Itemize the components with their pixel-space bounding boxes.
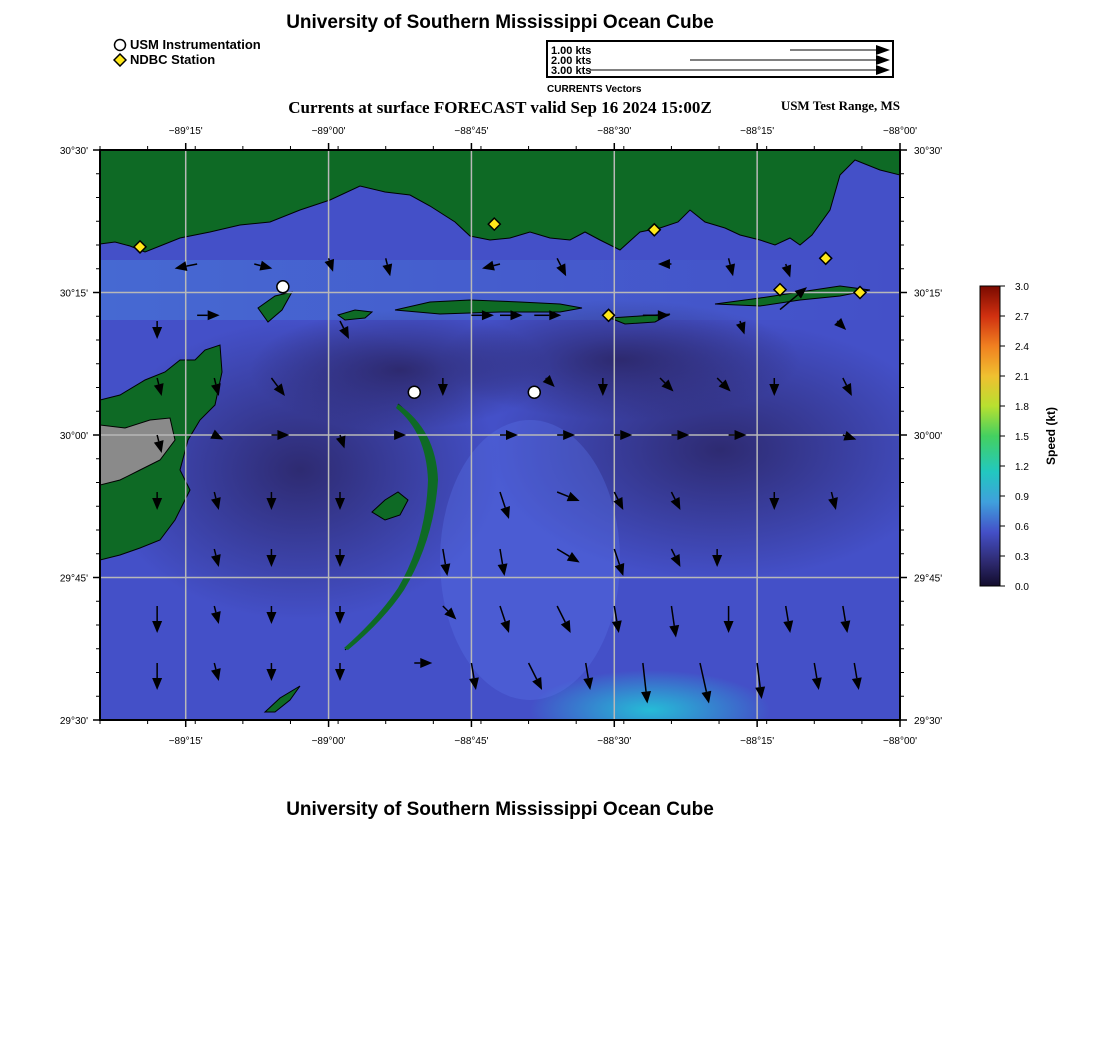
colorbar-ramp	[980, 286, 1000, 586]
current-vector-shaft	[546, 378, 547, 379]
lon-tick-label: −88°00'	[883, 126, 917, 137]
lon-tick-label: −89°15'	[168, 736, 203, 747]
vector-key-label-2: 2.00 kts	[551, 55, 592, 67]
current-vector-shaft	[340, 435, 341, 437]
colorbar-label: Speed (kt)	[1044, 406, 1058, 466]
lat-tick-label: 29°45'	[59, 573, 88, 585]
region-label: USM Test Range, MS	[780, 98, 900, 113]
legend-usm-label: USM Instrumentation	[130, 37, 261, 52]
current-vector-shaft	[740, 321, 741, 323]
speed-colorbar	[980, 282, 1058, 593]
colorbar-tick-label: 2.4	[1015, 342, 1029, 353]
colorbar-tick-label: 1.2	[1015, 462, 1029, 473]
lat-tick-label: 29°30'	[59, 716, 88, 727]
page-title: University of Southern Mississippi Ocean Cube	[286, 12, 714, 33]
current-vector-shaft	[786, 264, 787, 266]
lat-tick-label: 30°30'	[914, 146, 943, 157]
lon-tick-label: −88°30'	[597, 736, 632, 747]
vector-key-caption: CURRENTS Vectors	[547, 84, 642, 95]
lon-tick-label: −88°45'	[454, 126, 489, 137]
lon-tick-label: −88°30'	[597, 126, 632, 137]
usm-instrument-marker[interactable]	[528, 386, 540, 398]
colorbar-tick-label: 3.0	[1015, 282, 1029, 293]
lon-tick-label: −88°15'	[740, 736, 775, 747]
colorbar-tick-label: 1.8	[1015, 402, 1029, 413]
colorbar-tick-label: 0.0	[1015, 582, 1029, 593]
colorbar-tick-label: 2.1	[1015, 372, 1029, 383]
lon-tick-label: −88°15'	[740, 126, 775, 137]
colorbar-tick-label: 1.5	[1015, 432, 1029, 443]
lat-tick-label: 30°15'	[914, 288, 943, 300]
usm-instrument-marker[interactable]	[277, 281, 289, 293]
usm-instrument-marker[interactable]	[408, 386, 420, 398]
map-field	[100, 150, 950, 750]
colorbar-tick-label: 0.3	[1015, 552, 1029, 563]
lon-tick-label: −88°45'	[454, 736, 489, 747]
colorbar-tick-label: 0.9	[1015, 492, 1029, 503]
lon-tick-label: −89°00'	[311, 126, 346, 137]
lat-tick-label: 30°15'	[59, 288, 88, 300]
lon-tick-label: −89°00'	[311, 736, 346, 747]
colorbar-tick-label: 2.7	[1015, 312, 1029, 323]
lat-tick-label: 30°00'	[914, 431, 943, 442]
lon-tick-label: −88°00'	[883, 736, 917, 747]
lat-tick-label: 29°45'	[914, 573, 943, 585]
lat-tick-label: 30°30'	[59, 146, 88, 157]
current-vector-shaft	[843, 435, 845, 436]
bottom-title: University of Southern Mississippi Ocean Cube	[286, 799, 714, 820]
lat-tick-label: 30°00'	[59, 431, 88, 442]
colorbar-tick-label: 0.6	[1015, 522, 1029, 533]
vector-key-label-1: 1.00 kts	[551, 45, 592, 57]
current-vector-shaft	[329, 258, 330, 260]
current-vector-shaft	[837, 321, 838, 322]
lon-tick-label: −89°15'	[168, 126, 203, 137]
lat-tick-label: 29°30'	[914, 716, 943, 727]
vector-key-label-3: 3.00 kts	[551, 65, 592, 77]
legend-ndbc-label: NDBC Station	[130, 52, 216, 67]
forecast-subtitle: Currents at surface FORECAST valid Sep 16 2024 15:00Z	[288, 98, 712, 117]
